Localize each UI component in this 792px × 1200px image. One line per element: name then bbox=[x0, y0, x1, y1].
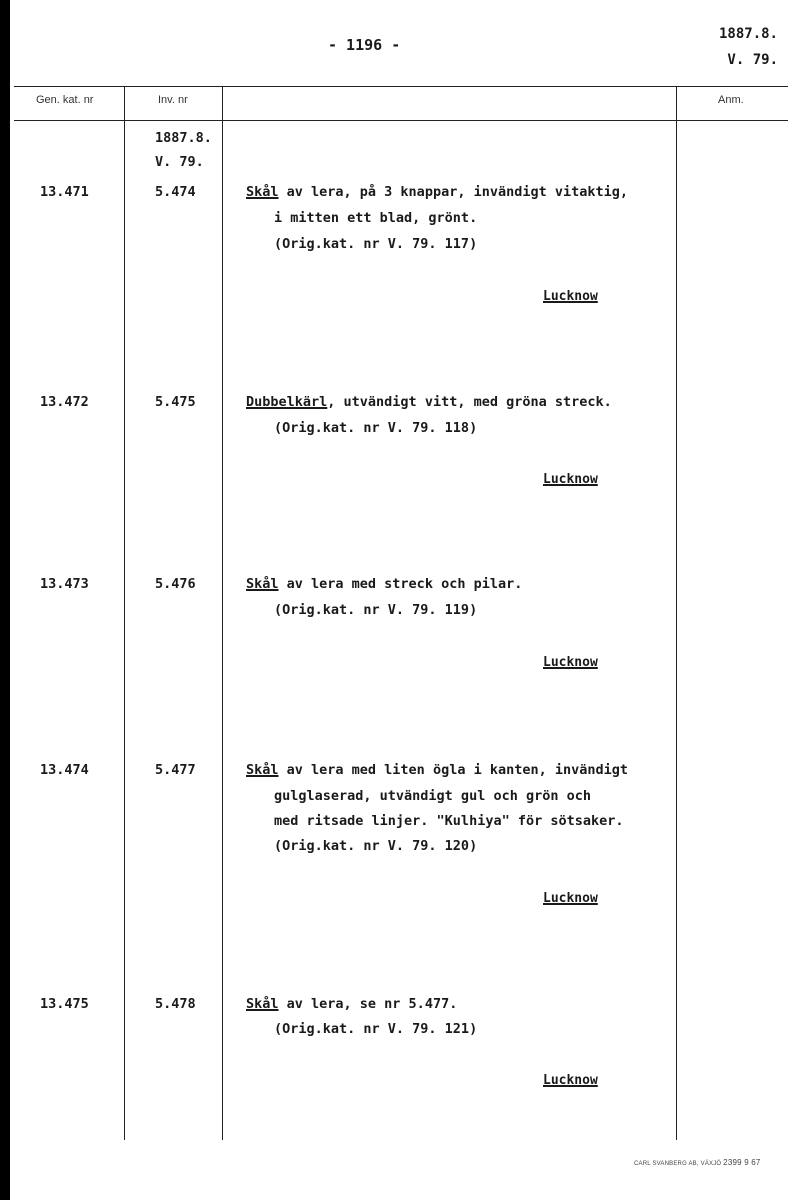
column-header-anm: Anm. bbox=[718, 94, 744, 106]
table-top-rule bbox=[14, 86, 788, 87]
inv-series-line2: V. 79. bbox=[155, 154, 204, 170]
form-number: 2399 9 67 bbox=[723, 1158, 761, 1167]
description-line-1 bbox=[246, 576, 522, 592]
description-text: av lera med liten ögla i kanten, invändigt bbox=[278, 762, 629, 778]
description-line-2: i mitten ett blad, grönt. bbox=[274, 210, 478, 226]
description-line-2: (Orig.kat. nr V. 79. 119) bbox=[274, 602, 478, 618]
gen-number: 13.471 bbox=[40, 184, 89, 200]
inv-number: 5.477 bbox=[155, 762, 196, 778]
accession-ref-line1: 1887.8. bbox=[718, 26, 778, 42]
gen-number: 13.475 bbox=[40, 996, 89, 1012]
location-label: Lucknow bbox=[543, 1073, 598, 1088]
object-keyword: Skål bbox=[246, 762, 279, 778]
object-keyword: Skål bbox=[246, 184, 279, 200]
gen-number: 13.474 bbox=[40, 762, 89, 778]
description-text: , utvändigt vitt, med gröna streck. bbox=[327, 394, 612, 410]
gen-number: 13.473 bbox=[40, 576, 89, 592]
object-keyword: Dubbelkärl bbox=[246, 394, 328, 410]
column-divider-gen-inv bbox=[124, 86, 125, 1140]
description-text: av lera med streck och pilar. bbox=[278, 576, 523, 592]
gen-number: 13.472 bbox=[40, 394, 89, 410]
description-line-2: gulglaserad, utvändigt gul och grön och bbox=[274, 788, 591, 804]
description-line-4: (Orig.kat. nr V. 79. 120) bbox=[274, 838, 478, 854]
page-edge-bar bbox=[0, 0, 10, 1200]
object-keyword: Skål bbox=[246, 576, 279, 592]
description-line-1 bbox=[246, 394, 612, 410]
printer-footer bbox=[634, 1158, 761, 1167]
inv-number: 5.478 bbox=[155, 996, 196, 1012]
location-label: Lucknow bbox=[543, 289, 598, 304]
location-label: Lucknow bbox=[543, 655, 598, 670]
inv-number: 5.474 bbox=[155, 184, 196, 200]
object-keyword: Skål bbox=[246, 996, 279, 1012]
accession-ref-line2: V. 79. bbox=[727, 52, 778, 68]
inv-number: 5.476 bbox=[155, 576, 196, 592]
description-line-2: (Orig.kat. nr V. 79. 121) bbox=[274, 1021, 478, 1037]
description-line-1 bbox=[246, 996, 457, 1012]
description-text: av lera, se nr 5.477. bbox=[278, 996, 458, 1012]
column-header-inv: Inv. nr bbox=[158, 94, 188, 106]
header-bottom-rule bbox=[14, 120, 788, 121]
description-line-2: (Orig.kat. nr V. 79. 118) bbox=[274, 420, 478, 436]
inv-series-line1: 1887.8. bbox=[155, 130, 212, 146]
description-line-1 bbox=[246, 184, 628, 200]
description-line-1 bbox=[246, 762, 628, 778]
description-text: av lera, på 3 knappar, invändigt vitaktig, bbox=[278, 184, 629, 200]
column-divider-inv-desc bbox=[222, 86, 223, 1140]
column-divider-desc-anm bbox=[676, 86, 677, 1140]
printer-name: CARL SVANBERG AB, VÄXJÖ bbox=[634, 1161, 722, 1167]
page-number: - 1196 - bbox=[328, 36, 401, 54]
description-line-3: (Orig.kat. nr V. 79. 117) bbox=[274, 236, 478, 252]
location-label: Lucknow bbox=[543, 472, 598, 487]
column-header-gen: Gen. kat. nr bbox=[36, 94, 94, 106]
location-label: Lucknow bbox=[543, 891, 598, 906]
inv-number: 5.475 bbox=[155, 394, 196, 410]
description-line-3: med ritsade linjer. "Kulhiya" för sötsaker. bbox=[274, 813, 624, 829]
